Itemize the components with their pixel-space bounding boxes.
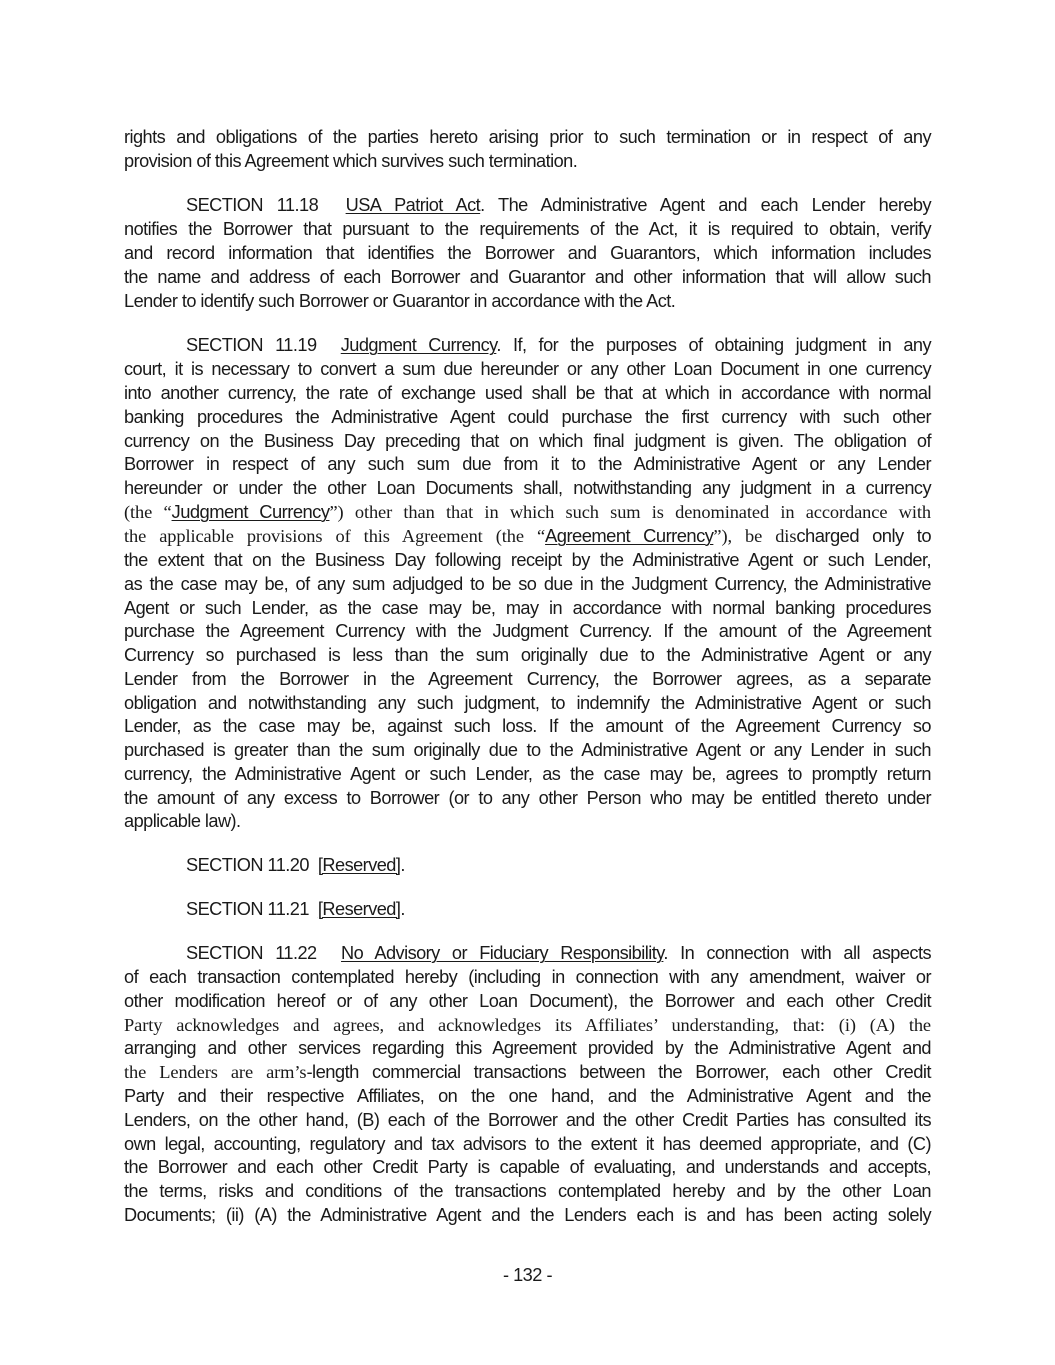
- text-line: Currency so purchased is less than the sum originally due to the Administrative Agent or any: [124, 645, 931, 665]
- text-line: currency on the Business Day preceding that on which final judgment is given. The obligation of: [124, 431, 931, 451]
- text-line: applicable law).: [124, 811, 241, 831]
- section-number: SECTION 11.22: [186, 943, 317, 963]
- section-title: Judgment Currency: [340, 335, 497, 355]
- text-line: hereunder or under the other Loan Documents shall, notwithstanding any judgment in a currency: [124, 478, 931, 498]
- section-text: . The Administrative Agent and each Lender hereby: [480, 195, 931, 215]
- text-line: into another currency, the rate of exchange used shall be that at which in accordance with normal: [124, 383, 931, 403]
- text-line: other modification hereof or of any other Loan Document), the Borrower and each other Credit: [124, 991, 931, 1011]
- section-heading-line: [186, 853, 931, 877]
- text-line: notifies the Borrower that pursuant to the requirements of the Act, it is required to obtain, verify: [124, 219, 931, 239]
- text-line: Documents; (ii) (A) the Administrative Agent and the Lenders each is and has been acting solely: [124, 1205, 931, 1225]
- text-line: the extent that on the Business Day following receipt by the Administrative Agent or such Lender,: [124, 550, 931, 570]
- section-title: No Advisory or Fiduciary Responsibility: [341, 943, 664, 963]
- section-text: . If, for the purposes of obtaining judgment in any: [496, 335, 932, 355]
- text-line: Lenders, on the other hand, (B) each of the Borrower and the other Credit Parties has consulted its: [124, 1110, 931, 1130]
- text-fragment: -length commercial transactions between the Borrower, each other Credit: [306, 1061, 931, 1082]
- text-line-defined-term: [124, 524, 931, 548]
- text-fragment: ”) other than that in which such sum is denominated in accordance with: [329, 502, 931, 522]
- text-line: purchase the Agreement Currency with the Judgment Currency. If the amount of the Agreement: [124, 621, 931, 641]
- section-title: [Reserved]: [317, 855, 401, 875]
- section-text: . In connection with all aspects: [663, 943, 931, 963]
- section-text: .: [400, 899, 405, 919]
- text-line-defined-term: [124, 500, 931, 524]
- text-line: own legal, accounting, regulatory and tax advisors to the extent it has deemed appropriate, and (C): [124, 1134, 931, 1154]
- text-line: obligation and notwithstanding any such judgment, to indemnify the Administrative Agent or such: [124, 693, 931, 713]
- text-line: banking procedures the Administrative Agent could purchase the first currency with such other: [124, 407, 931, 427]
- text-line: Borrower in respect of any such sum due from it to the Administrative Agent or any Lender: [124, 454, 931, 474]
- text-line: the amount of any excess to Borrower (or to any other Person who may be entitled thereto under: [124, 788, 931, 808]
- page-number: - 132 -: [502, 1265, 553, 1285]
- section-heading-line: [186, 897, 931, 921]
- text-line: currency, the Administrative Agent or such Lender, as the case may be, agrees to promptly return: [124, 764, 931, 784]
- text-line: and record information that identifies the Borrower and Guarantors, which information includes: [124, 243, 931, 263]
- text-line: arranging and other services regarding this Agreement provided by the Administrative Agent and: [124, 1038, 931, 1058]
- text-line: Party and their respective Affiliates, on the one hand, and the Administrative Agent and the: [124, 1086, 931, 1106]
- text-line: as the case may be, of any sum adjudged to be so due in the Judgment Currency, the Administrative: [124, 574, 931, 594]
- text-line: Party acknowledges and agrees, and acknowledges its Affiliates’ understanding, that: (i) (A) the: [124, 1015, 931, 1035]
- text-fragment: charged only to: [796, 525, 931, 546]
- text-line: the name and address of each Borrower and Guarantor and other information that will allow such: [124, 267, 931, 287]
- defined-term-agreement-currency: Agreement Currency: [545, 525, 714, 546]
- text-line: Lender, as the case may be, against such loss. If the amount of the Agreement Currency so: [124, 716, 931, 736]
- defined-term-judgment-currency: Judgment Currency: [171, 501, 330, 522]
- text-line: provision of this Agreement which survives such termination.: [124, 151, 578, 171]
- text-line: [124, 1060, 931, 1084]
- text-line: the terms, risks and conditions of the transactions contemplated hereby and by the other Loan: [124, 1181, 931, 1201]
- text-line: Lender to identify such Borrower or Guarantor in accordance with the Act.: [124, 291, 676, 311]
- section-title: USA Patriot Act: [345, 195, 481, 215]
- section-heading-line: [186, 193, 931, 217]
- section-number: SECTION 11.21: [186, 899, 309, 919]
- section-number: SECTION 11.18: [186, 195, 319, 215]
- text-line: court, it is necessary to convert a sum due hereunder or any other Loan Document in one currency: [124, 359, 931, 379]
- text-line: rights and obligations of the parties hereto arising prior to such termination or in respect of any: [124, 127, 931, 147]
- text-fragment: (the “: [124, 502, 172, 522]
- section-text: .: [400, 855, 405, 875]
- text-line: Lender from the Borrower in the Agreement Currency, the Borrower agrees, as a separate: [124, 669, 931, 689]
- section-number: SECTION 11.20: [186, 855, 309, 875]
- text-line: of each transaction contemplated hereby (including in connection with any amendment, waiver or: [124, 967, 931, 987]
- text-fragment: ”), be dis: [713, 526, 797, 546]
- section-number: SECTION 11.19: [186, 335, 317, 355]
- section-title: [Reserved]: [317, 899, 401, 919]
- text-line: purchased is greater than the sum originally due to the Administrative Agent or any Lender in such: [124, 740, 931, 760]
- section-heading-line: [186, 941, 931, 965]
- text-line: the Borrower and each other Credit Party is capable of evaluating, and understands and accepts,: [124, 1157, 931, 1177]
- section-heading-line: [186, 333, 931, 357]
- text-line: Agent or such Lender, as the case may be, may in accordance with normal banking procedures: [124, 598, 931, 618]
- text-fragment: the Lenders are arm’s: [124, 1062, 307, 1082]
- text-fragment: the applicable provisions of this Agreement (the “: [124, 526, 546, 546]
